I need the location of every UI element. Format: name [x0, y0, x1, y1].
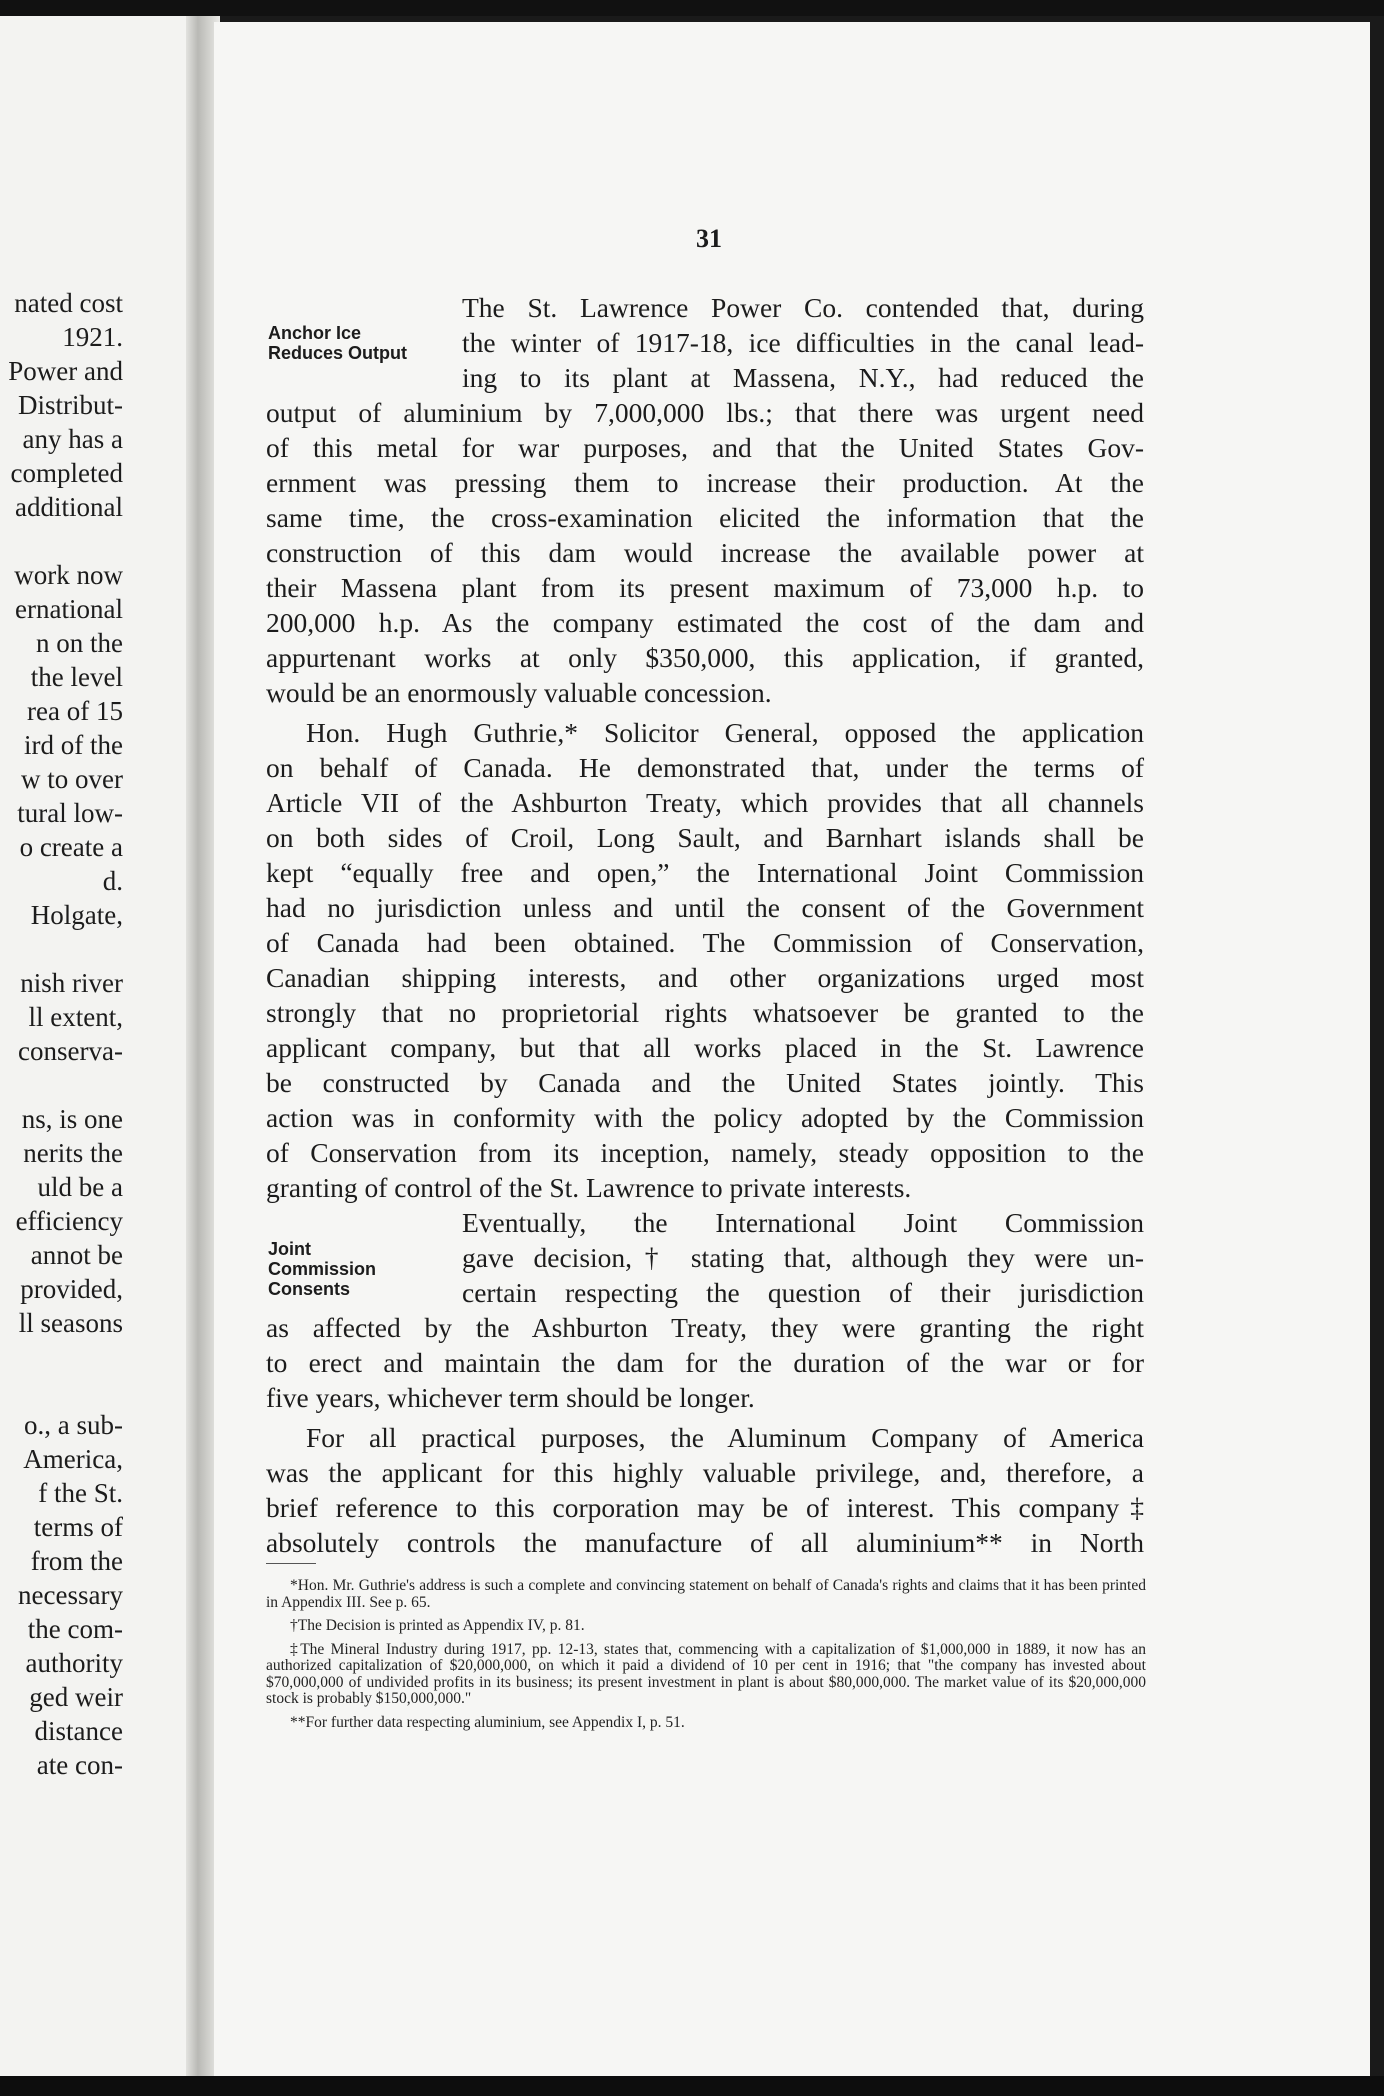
facing-page-line: work now: [14, 560, 123, 590]
facing-page-line: tural low-: [17, 798, 123, 828]
paragraph-4: [266, 1420, 1144, 1560]
paragraph-1: [266, 395, 1144, 710]
text-line: output of aluminium by 7,000,000 lbs.; that there was urgent need: [266, 397, 1144, 428]
footnote-mineral-industry: ‡The Mineral Industry during 1917, pp. 12-13, states that, commencing with a capitalization of $1,000,000 in 1889, it now has an authorized capitalization of $20,000,000, on which it paid a dividend of 10 per cent in 1916; that "the company has invested about $70,000,000 of undivided profits in its business; its present investment in plant is about $80,000,000. The market value of its $20,000,000 stock is probably $150,000,000.": [266, 1640, 1146, 1707]
text-line: For all practical purposes, the Aluminum Company of America: [306, 1422, 1144, 1453]
text-line: ing to its plant at Massena, N.Y., had reduced the: [462, 362, 1144, 393]
facing-page-line: annot be: [30, 1240, 123, 1270]
facing-page-line: w to over: [21, 764, 123, 794]
facing-page-line: ns, is one: [21, 1104, 123, 1134]
facing-page-line: rea of 15: [27, 696, 123, 726]
footnote-guthrie: *Hon. Mr. Guthrie's address is such a complete and convincing statement on behalf of Canada's rights and claims that it has been printed in Appendix III. See p. 65.: [266, 1577, 1146, 1611]
facing-page-line: n on the: [36, 628, 123, 658]
facing-page-line: 1921.: [62, 322, 123, 352]
text-line: kept “equally free and open,” the International Joint Commission: [266, 857, 1144, 888]
page-number: 31: [696, 224, 722, 253]
scan-border-top: [0, 0, 1384, 16]
text-line: same time, the cross-examination elicited the information that the: [266, 502, 1144, 533]
facing-page-line: America,: [23, 1444, 123, 1474]
text-line: appurtenant works at only $350,000, this application, if granted,: [266, 642, 1144, 673]
facing-page-line: nish river: [20, 968, 123, 998]
facing-page-line: Holgate,: [30, 900, 123, 930]
facing-page-line: distance: [34, 1716, 123, 1746]
text-line: applicant company, but that all works placed in the St. Lawrence: [266, 1032, 1144, 1063]
facing-page-line: ll extent,: [28, 1002, 123, 1032]
text-line: of Conservation from its inception, namely, steady opposition to the: [266, 1137, 1144, 1168]
facing-page-line: Power and: [8, 356, 123, 386]
text-line: would be an enormously valuable concession.: [266, 677, 772, 708]
text-line: ernment was pressing them to increase their production. At the: [266, 467, 1144, 498]
footnote-aluminium: **For further data respecting aluminium, see Appendix I, p. 51.: [290, 1713, 685, 1731]
facing-page-text: [0, 16, 123, 2076]
facing-page-line: ernational: [15, 594, 123, 624]
paragraph-2: [266, 715, 1144, 1205]
paragraph-3: [266, 1310, 1144, 1415]
text-line: granting of control of the St. Lawrence to private interests.: [266, 1172, 912, 1203]
text-line: of Canada had been obtained. The Commission of Conservation,: [266, 927, 1144, 958]
text-line: their Massena plant from its present maximum of 73,000 h.p. to: [266, 572, 1144, 603]
facing-page-line: the com-: [27, 1614, 123, 1644]
text-line: had no jurisdiction unless and until the consent of the Government: [266, 892, 1144, 923]
facing-page-line: provided,: [20, 1274, 123, 1304]
sidenote-joint-commission: Joint Commission Consents: [268, 1239, 377, 1299]
facing-page-line: necessary: [18, 1580, 123, 1610]
text-line: Eventually, the International Joint Commission: [462, 1207, 1144, 1238]
facing-page-line: from the: [30, 1546, 123, 1576]
facing-page-line: o., a sub-: [24, 1410, 123, 1440]
paragraph-3-opening: [462, 1205, 1144, 1310]
text-line: strongly that no proprietorial rights whatsoever be granted to the: [266, 997, 1144, 1028]
text-line: on behalf of Canada. He demonstrated that, under the terms of: [266, 752, 1144, 783]
text-line: Canadian shipping interests, and other organizations urged most: [266, 962, 1144, 993]
facing-page-line: additional: [15, 492, 123, 522]
facing-page-line: ll seasons: [18, 1308, 123, 1338]
facing-page-line: efficiency: [15, 1206, 123, 1236]
text-line: as affected by the Ashburton Treaty, they were granting the right: [266, 1312, 1144, 1343]
text-line: brief reference to this corporation may be of interest. This company‡: [266, 1492, 1144, 1523]
footnote-decision: †The Decision is printed as Appendix IV, p. 81.: [290, 1617, 585, 1634]
footnote-rule: [266, 1563, 316, 1564]
sidenote-anchor-ice: Anchor Ice Reduces Output: [268, 323, 408, 363]
facing-page-line: completed: [10, 458, 123, 488]
facing-page-line: terms of: [33, 1512, 123, 1542]
text-line: to erect and maintain the dam for the duration of the war or for: [266, 1347, 1144, 1378]
text-line: of this metal for war purposes, and that the United States Gov-: [266, 432, 1144, 463]
facing-page-line: o create a: [19, 832, 123, 862]
text-line: was the applicant for this highly valuable privilege, and, therefore, a: [266, 1457, 1144, 1488]
facing-page-line: ate con-: [36, 1750, 123, 1780]
facing-page-line: nerits the: [23, 1138, 123, 1168]
text-line: The St. Lawrence Power Co. contended that, during: [462, 292, 1144, 323]
facing-page-line: ird of the: [24, 730, 123, 760]
paragraph-1-opening: [462, 290, 1144, 395]
text-line: Article VII of the Ashburton Treaty, which provides that all channels: [266, 787, 1144, 818]
text-line: certain respecting the question of their jurisdiction: [462, 1277, 1144, 1308]
facing-page-line: the level: [30, 662, 123, 692]
text-line: gave decision,† stating that, although they were un-: [462, 1242, 1144, 1273]
text-line: action was in conformity with the policy adopted by the Commission: [266, 1102, 1144, 1133]
facing-page-line: f the St.: [38, 1478, 123, 1508]
text-line: on both sides of Croil, Long Sault, and Barnhart islands shall be: [266, 822, 1144, 853]
scan-border-bottom: [0, 2076, 1384, 2096]
text-line: construction of this dam would increase the available power at: [266, 537, 1144, 568]
facing-page-line: conserva-: [18, 1036, 123, 1066]
text-line: 200,000 h.p. As the company estimated the cost of the dam and: [266, 607, 1144, 638]
text-line: be constructed by Canada and the United States jointly. This: [266, 1067, 1144, 1098]
facing-page-line: authority: [25, 1648, 123, 1678]
text-line: the winter of 1917-18, ice difficulties in the canal lead-: [462, 327, 1144, 358]
facing-page-line: ged weir: [29, 1682, 123, 1712]
facing-page-line: any has a: [22, 424, 123, 454]
text-line: absolutely controls the manufacture of all aluminium** in North: [266, 1527, 1144, 1558]
footnotes: [266, 1578, 1146, 1738]
facing-page-line: d.: [102, 866, 123, 896]
facing-page-line: nated cost: [14, 288, 123, 318]
facing-page-left: [0, 16, 205, 2076]
facing-page-line: uld be a: [37, 1172, 123, 1202]
text-line: Hon. Hugh Guthrie,* Solicitor General, opposed the application: [306, 717, 1144, 748]
text-line: five years, whichever term should be longer.: [266, 1382, 755, 1413]
facing-page-line: Distribut-: [18, 390, 123, 420]
